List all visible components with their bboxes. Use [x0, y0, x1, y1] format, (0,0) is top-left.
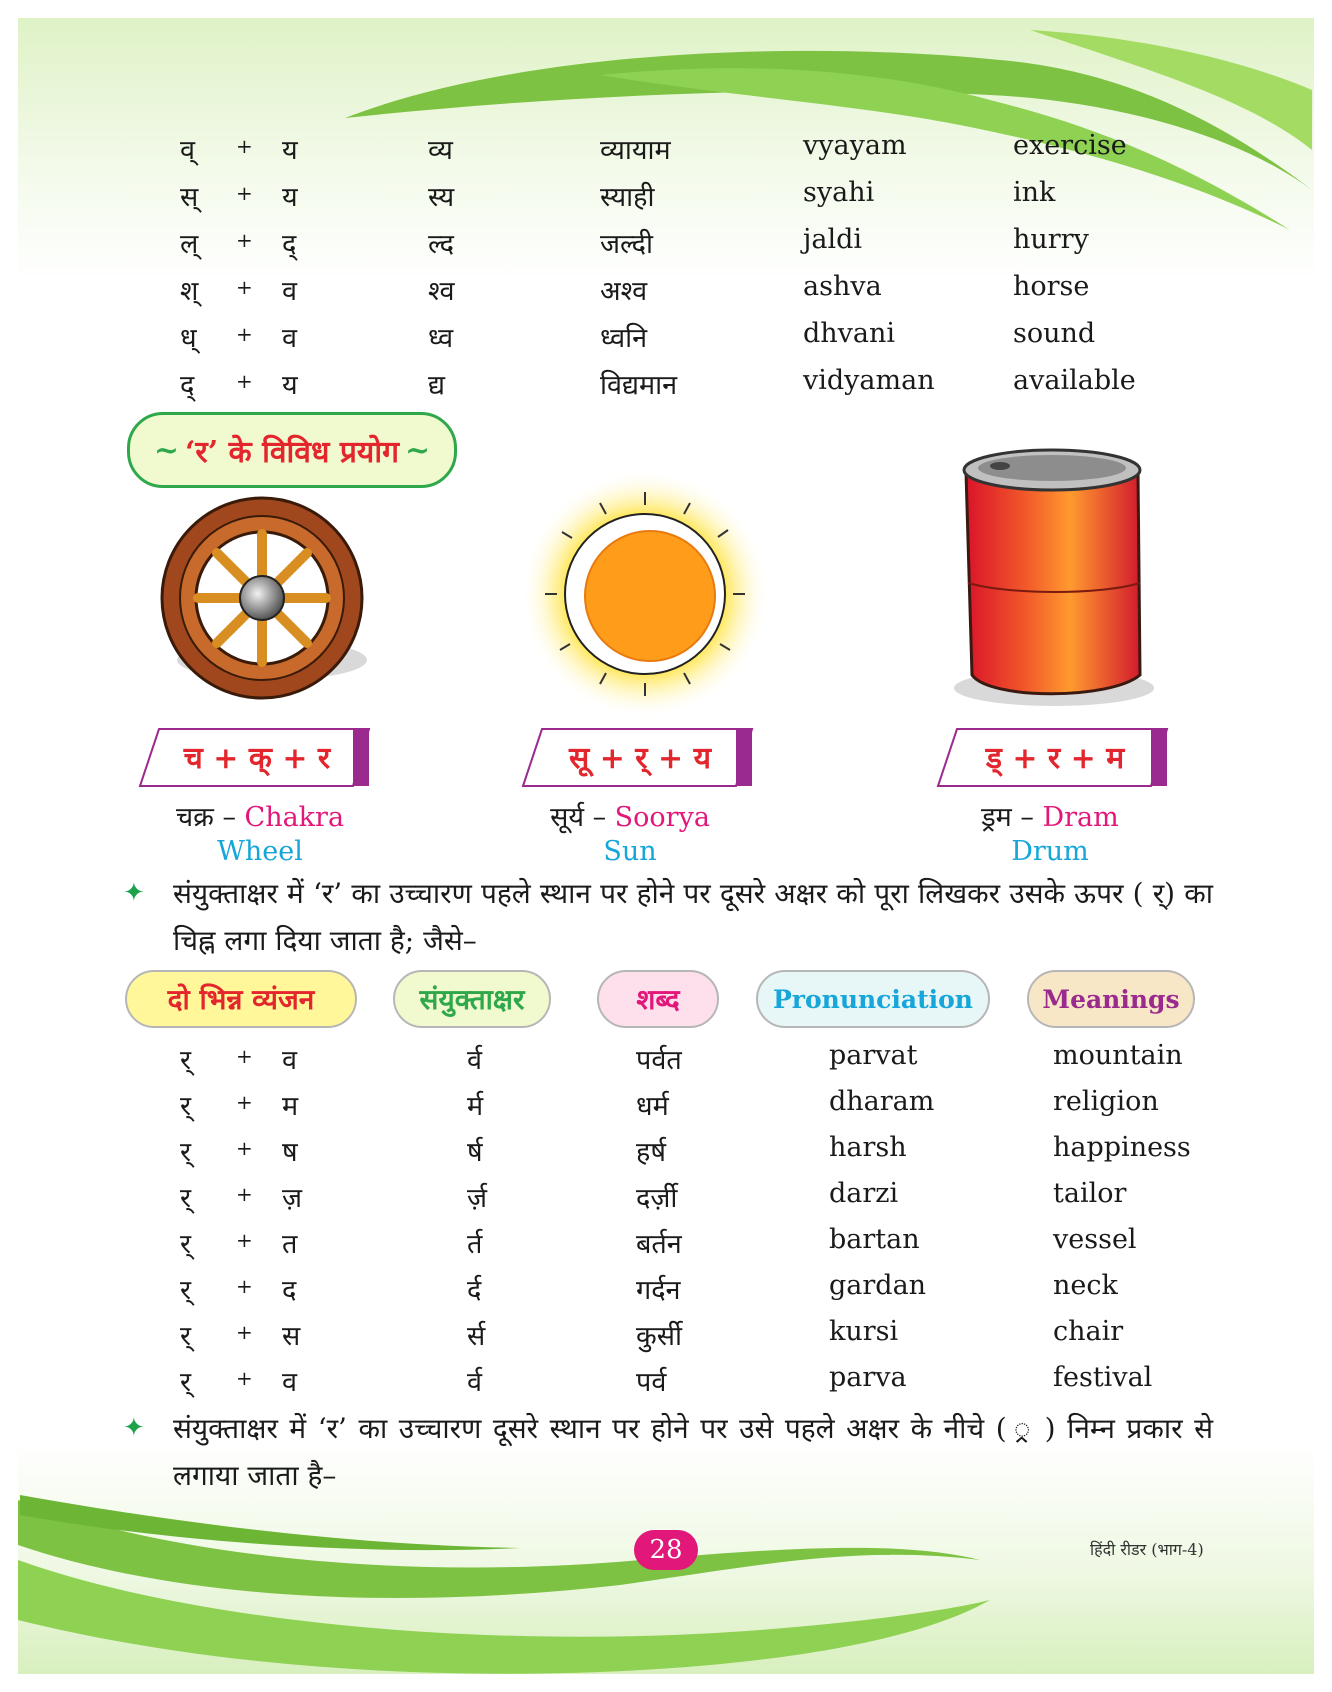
caption-meaning: Sun [603, 836, 657, 867]
pronunciation: parva [829, 1362, 907, 1393]
caption-english: Chakra [244, 802, 345, 833]
word: बर्तन [636, 1229, 682, 1260]
pronunciation: bartan [829, 1224, 920, 1255]
consonant-2: त [282, 1229, 298, 1260]
tilde-decoration: ~ [405, 432, 431, 468]
caption-dash: – [592, 802, 607, 833]
consonant-2: म [282, 1091, 299, 1122]
header-pronunciation [756, 970, 990, 1028]
consonant-1: र् [180, 1367, 192, 1398]
consonant-1: र् [180, 1321, 192, 1352]
plus-sign: + [236, 1366, 253, 1390]
page-number [634, 1530, 698, 1570]
plus-sign: + [236, 275, 253, 299]
drum-image [954, 450, 1154, 706]
formula-box-drum [935, 726, 1165, 788]
word: पर्व [636, 1367, 667, 1398]
caption-sun [510, 797, 750, 867]
caption-hindi: ड्रम [981, 802, 1012, 833]
word: धर्म [636, 1091, 669, 1122]
header-meanings [1027, 970, 1195, 1028]
caption-dash: – [1020, 802, 1034, 833]
pronunciation: vyayam [803, 130, 907, 161]
plus-sign: + [236, 1136, 253, 1160]
word: ध्वनि [600, 323, 648, 354]
table-row [0, 1132, 1332, 1178]
conjunct: र्त [467, 1229, 483, 1260]
plus-sign: + [236, 369, 253, 393]
caption-hindi: सूर्य [550, 802, 584, 833]
plus-sign: + [236, 181, 253, 205]
caption-english: Soorya [614, 802, 710, 833]
plus-sign: + [236, 1044, 253, 1068]
plus-sign: + [236, 1228, 253, 1252]
conjunct: श्व [428, 276, 455, 307]
header-label: दो भिन्न व्यंजन [167, 983, 315, 1016]
word: जल्दी [600, 229, 654, 260]
meaning: hurry [1013, 224, 1089, 255]
formula-text: सू + र् + य [568, 741, 711, 776]
page-number-text: 28 [649, 1535, 683, 1565]
conjunct: द्य [428, 370, 446, 401]
header-conjunct [393, 970, 551, 1028]
meaning: available [1013, 365, 1136, 396]
book-title: हिंदी रीडर (भाग-4) [1090, 1540, 1204, 1559]
consonant-1: द् [180, 370, 195, 401]
meaning: neck [1053, 1270, 1118, 1301]
meaning: ink [1013, 177, 1056, 208]
consonant-2: य [282, 182, 298, 213]
consonant-1: श् [180, 276, 199, 307]
formula-text: च + क् + र [183, 741, 331, 776]
formula-box-sun [520, 726, 750, 788]
consonant-1: व् [180, 135, 196, 166]
header-word [597, 970, 719, 1028]
meaning: chair [1053, 1316, 1124, 1347]
caption-meaning: Wheel [217, 836, 303, 867]
pronunciation: jaldi [803, 224, 863, 255]
sun-image [520, 469, 770, 719]
meaning: tailor [1053, 1178, 1127, 1209]
conjunct: स्य [428, 182, 455, 213]
consonant-1: ध् [180, 323, 197, 354]
pronunciation: dhvani [803, 318, 896, 349]
wheel-image [162, 498, 367, 698]
pronunciation: darzi [829, 1178, 899, 1209]
header-label: Meanings [1042, 984, 1180, 1014]
consonant-2: ष [282, 1137, 298, 1168]
table-row [0, 1316, 1332, 1362]
conjunct: र्ज़ [467, 1183, 488, 1214]
meaning: vessel [1053, 1224, 1137, 1255]
star-bullet-icon: ✦ [123, 1413, 145, 1443]
consonant-2: य [282, 370, 298, 401]
table-row [0, 1224, 1332, 1270]
word: कुर्सी [636, 1321, 682, 1352]
conjunct: र्व [467, 1367, 483, 1398]
consonant-2: व [282, 323, 298, 354]
consonant-2: व [282, 1045, 298, 1076]
consonant-2: य [282, 135, 298, 166]
star-bullet-icon: ✦ [123, 878, 145, 908]
plus-sign: + [236, 1182, 253, 1206]
caption-drum [930, 797, 1170, 867]
caption-dash: – [222, 802, 236, 833]
caption-english: Dram [1042, 802, 1119, 833]
plus-sign: + [236, 1090, 253, 1114]
meaning: mountain [1053, 1040, 1183, 1071]
pronunciation: parvat [829, 1040, 918, 1071]
meaning: sound [1013, 318, 1096, 349]
conjunct: र्व [467, 1045, 483, 1076]
plus-sign: + [236, 322, 253, 346]
formula-text: ड् + र + म [985, 741, 1125, 776]
word: गर्दन [636, 1275, 681, 1306]
header-label: संयुक्ताक्षर [419, 983, 525, 1016]
consonant-2: स [282, 1321, 301, 1352]
caption-wheel [140, 797, 380, 867]
meaning: festival [1053, 1362, 1153, 1393]
meaning: happiness [1053, 1132, 1191, 1163]
table-row [0, 1086, 1332, 1132]
conjunct: र्द [467, 1275, 482, 1306]
word: दर्ज़ी [636, 1183, 678, 1214]
word: विद्यमान [600, 370, 678, 401]
conjunct: र्ष [467, 1137, 483, 1168]
word: अश्व [600, 276, 648, 307]
caption-meaning: Drum [1011, 836, 1089, 867]
paragraph-text: संयुक्ताक्षर में ‘र’ का उच्चारण दूसरे स्थान पर होने पर उसे पहले अक्षर के नीचे ( ्र ) निम्न प्रकार से लगाया जाता है– [173, 1412, 1213, 1492]
tilde-decoration: ~ [153, 432, 179, 468]
table-row [0, 1178, 1332, 1224]
consonant-2: द् [282, 229, 297, 260]
word: हर्ष [636, 1137, 666, 1168]
pronunciation: syahi [803, 177, 875, 208]
word: स्याही [600, 182, 655, 213]
word: व्यायाम [600, 135, 671, 166]
meaning: religion [1053, 1086, 1159, 1117]
header-label: शब्द [636, 983, 680, 1016]
pronunciation: harsh [829, 1132, 907, 1163]
table-row [0, 1362, 1332, 1408]
conjunct: र्स [467, 1321, 486, 1352]
paragraph-text: संयुक्ताक्षर में ‘र’ का उच्चारण पहले स्थान पर होने पर दूसरे अक्षर को पूरा लिखकर उसके ऊपर ( र्) का चिह्न लगा दिया जाता है; जैसे– [173, 877, 1213, 957]
pronunciation: gardan [829, 1270, 927, 1301]
consonant-2: व [282, 1367, 298, 1398]
plus-sign: + [236, 134, 253, 158]
consonant-1: र् [180, 1275, 192, 1306]
table-row [0, 1040, 1332, 1086]
pronunciation: vidyaman [803, 365, 935, 396]
meaning: horse [1013, 271, 1090, 302]
pronunciation: dharam [829, 1086, 935, 1117]
plus-sign: + [236, 1320, 253, 1344]
pronunciation: kursi [829, 1316, 899, 1347]
consonant-1: र् [180, 1091, 192, 1122]
meaning: exercise [1013, 130, 1127, 161]
section-heading-text: ‘र’ के विविध प्रयोग [184, 434, 399, 470]
table-row [0, 1270, 1332, 1316]
plus-sign: + [236, 228, 253, 252]
conjunct: र्म [467, 1091, 484, 1122]
consonant-1: र् [180, 1137, 192, 1168]
consonant-2: व [282, 276, 298, 307]
pronunciation: ashva [803, 271, 882, 302]
plus-sign: + [236, 1274, 253, 1298]
formula-box-wheel [137, 726, 367, 788]
consonant-1: स् [180, 182, 199, 213]
caption-hindi: चक्र [175, 802, 214, 833]
word: पर्वत [636, 1045, 682, 1076]
consonant-2: ज़ [282, 1183, 303, 1214]
conjunct: ध्व [428, 323, 454, 354]
consonant-1: र् [180, 1183, 192, 1214]
consonant-1: र् [180, 1045, 192, 1076]
consonant-1: र् [180, 1229, 192, 1260]
conjunct: व्य [428, 135, 453, 166]
header-label: Pronunciation [773, 984, 973, 1014]
instruction-paragraph-2 [123, 1405, 1213, 1499]
consonant-2: द [282, 1275, 297, 1306]
consonant-1: ल् [180, 229, 199, 260]
conjunct: ल्द [428, 229, 454, 260]
instruction-paragraph-1 [123, 870, 1213, 964]
header-two-consonants [125, 970, 357, 1028]
